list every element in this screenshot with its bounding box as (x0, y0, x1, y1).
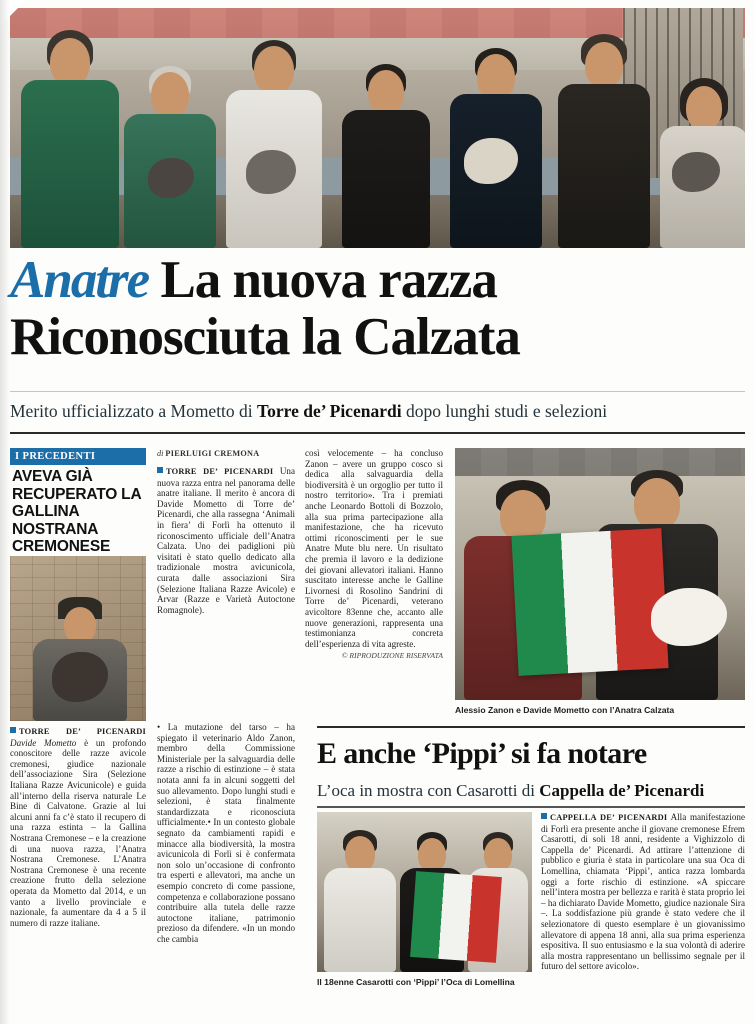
column-2 (157, 722, 295, 946)
caption-pippi: Il 18enne Casarotti con ‘Pippi’ l’Oca di Lomellina (317, 977, 515, 987)
headline-line2: Riconosciuta la Calzata (10, 308, 520, 366)
secondary-headline: E anche ‘Pippi’ si fa notare (317, 737, 647, 770)
column-4-text: Alla manifestazione di Forlì era presente anche il giovane cremonese Efrem Casarotti, di soli 18 anni, residente a Vighizzolo di Cappella de’ Picenardi. Ad attirare l’attenzione di pubblico e giuria è stata in particolare una sua Oca di Lomellina, chiamata ‘Pippi’, antica razza lombarda oggi a forte rischio di estinzione. «A spiccare nell’intera mostra per bellezza e rarità è stata proprio lei – ha dichiarato Davide Mometto, giudice nazionale Sira –. La soddisfazione più grande è stato vedere che il selezionatore di questo esemplare è un giovanissimo allevatore di appena 18 anni, alla sua prima esperienza espositiva. Il suo entusiasmo e la sua volontà di aderire alla mostra rappresentano un bellissimo segnale per il futuro del settore avicolo». (541, 812, 745, 972)
col1-lower-italic: Davide Mometto (10, 737, 77, 748)
bullet-square (541, 813, 547, 819)
sidebar-precedenti (10, 448, 146, 556)
sidebar-body: AVEVA GIÀ RECUPERATO LA GALLINA NOSTRANA CREMONESE (12, 468, 141, 555)
subheadline (10, 400, 745, 422)
secondary-sub-bold: Cappella de’ Picenardi (539, 781, 705, 800)
photo-pippi-person-left (323, 822, 397, 972)
photo-person-2 (122, 28, 217, 248)
section-divider-bottom (317, 806, 745, 808)
column-4 (541, 812, 745, 974)
headline-line1: La nuova razza (160, 251, 497, 309)
photo-person-5 (448, 34, 544, 248)
column-3-text: così velocemente – ha concluso Zanon – avere un gruppo cosco si dedica alla salvaguardia della biodiversità è un orgoglio per tutto il nostro territorio». Tra i premiati anche Leonardo Bottoli di Bozzolo, alla sua prima partecipazione alla manifestazione, che ha ricevuto ottimi riconoscimenti per le sue Anatre Mute blu nere. Un risultato che premia il lavoro e la dedizione dei giovani allevatori italiani. Hanno suscitato interesse anche le Galline Livornesi di Rosolino Sandrini di Torre de’ Picenardi, veterano avicoltore 83enne che, accanto alle nuove generazioni, rappresenta una testimonianza concreta dell’esperienza di vita agreste. (305, 448, 443, 649)
main-headline (10, 252, 745, 366)
dateline-1: TORRE DE’ PICENARDI (19, 727, 146, 736)
photo-casarotti-pippi (317, 812, 532, 972)
copyright-note: © RIPRODUZIONE RISERVATA (341, 651, 443, 661)
secondary-sub-pre: L’oca in mostra con Casarotti di (317, 781, 540, 800)
bullet-square (10, 727, 16, 733)
bullet-square (157, 467, 163, 473)
italian-flag-2 (410, 871, 502, 963)
subheadline-bold: Torre de’ Picenardi (257, 401, 402, 421)
page-edge-shadow (0, 0, 10, 1024)
section-divider-top (317, 726, 745, 728)
byline (157, 449, 297, 458)
subheadline-pre: Merito ufficializzato a Mometto di (10, 401, 258, 421)
subheadline-post: dopo lunghi studi e selezioni (401, 401, 608, 421)
sidebar-header: I PRECEDENTI (10, 448, 146, 465)
column-1-lower (10, 726, 146, 930)
column-2-text: • La mutazione del tarso – ha spiegato il veterinario Aldo Zanon, membro della Commissione Ministeriale per la salvaguardia delle razze a rischio di estinzione – è stata notata anni fa in alcuni soggetti del suo allevamento. Dopo lunghi studi e selezioni, è stata finalmente standardizzata e riconosciuta ufficialmente.• In un contesto globale segnato da cambiamenti rapidi e minacce alla biodiversità, la mostra avicunicola di Forlì si è confermata non solo un’occasione di confronto tra esperti e allevatori, ma anche un esempio concreto di come passione, competenza e collaborazione possano contribuire alla tutela delle razze autoctone italiane, patrimonio prezioso da difendere. «In un mondo che cambia (157, 722, 295, 944)
photo-person-4 (340, 42, 432, 248)
top-photo (10, 8, 745, 248)
col1-lower-text: è un profondo conoscitore delle razze avicole cremonesi, giudice nazionale dell’associazione Sira (Selezione Italiana Razze Avicunicole) e guida all’interno della riserva naturale Le Bine di Calvatone. Grazie al lui alcuni anni fa c’è stato il recupero di una razza estinta – la Gallina Nostrana Cremonese – e la creazione di una nuova razza, l’Anatra Nostrana Cremonese. L’Anatra Nostrana Cremonese è una recente creazione frutto della selezione operata da Mometto dal 2014, e un vanto a livello provinciale e nazionale, fa aumentare da 4 a 5 il numero di razze italiane. (10, 737, 146, 928)
photo-person-3 (224, 22, 324, 248)
photo-person-6 (556, 22, 652, 248)
secondary-subheadline (317, 780, 745, 801)
subheadline-divider (10, 432, 745, 434)
headline-divider (10, 391, 745, 392)
italian-flag (511, 528, 668, 676)
column-3 (305, 448, 443, 664)
dateline-3: CAPPELLA DE’ PICENARDI (550, 813, 668, 822)
sidebar-photo (10, 556, 146, 721)
caption-zanon: Alessio Zanon e Davide Mometto con l’Anatra Calzata (455, 705, 675, 715)
byline-prefix: di (157, 449, 166, 458)
dateline-2: TORRE DE’ PICENARDI (166, 467, 274, 476)
photo-person-7 (658, 48, 745, 248)
photo-zanon-mometto (455, 448, 745, 700)
headline-kicker: Anatre (10, 251, 149, 309)
column-1-text: Una nuova razza entra nel panorama delle anatre italiane. Il merito è ancora di Davide Mometto di Torre de’ Picenardi, che alla rassegna ‘Animali in fiera’ di Forlì ha ottenuto il riconoscimento ufficiale dell’Anatra Calzata. Uno dei padiglioni più visitati è stato quello dedicato alla tradizionale mostra avicunicola, curata dalle associazioni Sira (Selezione Italiana Razze Avicole) e Arvar (Razze e Varietà Autoctone Romagnole). (157, 466, 295, 615)
column-1 (157, 466, 295, 617)
byline-author: PIERLUIGI CREMONA (165, 449, 260, 458)
photo-person-1 (20, 18, 120, 248)
